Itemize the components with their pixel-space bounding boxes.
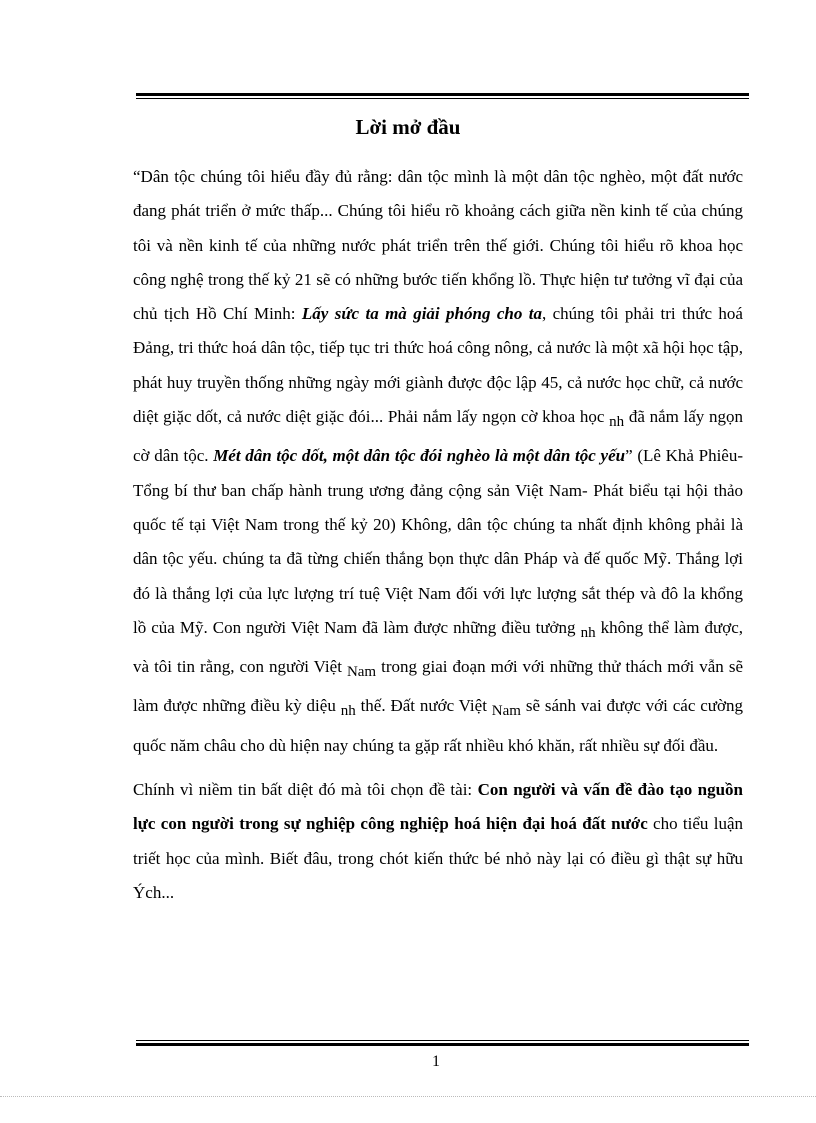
paragraph-text: “Dân tộc chúng tôi hiểu đầy đủ rằng: dân tộc mình là một dân tộc nghèo, một đất nước đang phát triển ở mức thấp... Chúng tôi hiểu rõ khoảng cách giữa nền kinh tế của chúng tôi và nền kinh tế của những nước phát triển trên thế giới. Chúng tôi hiểu rõ khoa học công nghệ trong thế kỷ 21 sẽ có những bước tiến khổng lồ. Thực hiện tư tưởng vĩ đại của chủ tịch Hồ Chí Minh: (133, 167, 743, 324)
paragraph-text: sẽ sánh vai được với các cường quốc năm châu cho dù hiện nay chúng ta gặp rất nhiều khó khăn, rất nhiều sự đối đầu. (133, 696, 743, 755)
footer-rule (136, 1040, 749, 1046)
topic-title: Con người và vấn đề đào tạo nguồn lực con người trong sự nghiệp công nghiệp hoá hiện đại hoá đất nước (133, 780, 743, 834)
subscript-fragment: nh (580, 624, 596, 641)
subscript-fragment: nh (340, 703, 356, 720)
subscript-fragment: Nam (491, 703, 521, 720)
paragraph-text: trong giai đoạn mới với những thử thách mới vẫn sẽ làm được những điều kỳ diệu (133, 657, 743, 716)
quote-emphasis: Lấy sức ta mà giải phóng cho ta (301, 304, 542, 324)
paragraph-intro (133, 160, 743, 763)
paragraph-text: cho tiểu luận triết học của mình. Biết đâu, trong chót kiến thức bé nhỏ này lại có điều gì thật sự hữu Ých... (133, 814, 743, 902)
document-body (133, 160, 743, 910)
paragraph-text: ” (Lê Khả Phiêu- Tổng bí thư ban chấp hành trung ương đảng cộng sản Việt Nam- Phát biểu tại hội thảo quốc tế tại Việt Nam trong thế kỷ 20) Không, dân tộc chúng ta nhất định không phải là dân tộc yếu. chúng ta đã từng chiến thắng bọn thực dân Pháp và đế quốc Mỹ. Thắng lợi đó là thắng lợi của lực lượng trí tuệ Việt Nam đối với lực lượng sắt thép và đô la khổng lồ của Mỹ. Con người Việt Nam đã làm được những điều tưởng (133, 446, 744, 637)
subscript-fragment: nh (609, 414, 625, 431)
paragraph-topic (133, 773, 743, 910)
page-boundary-dotted-line (0, 1096, 816, 1097)
paragraph-text: Chính vì niềm tin bất diệt đó mà tôi chọn đề tài: (133, 780, 478, 800)
page-title: Lời mở đầu (355, 115, 461, 139)
paragraph-text: , chúng tôi phải tri thức hoá Đảng, tri thức hoá dân tộc, tiếp tục tri thức hoá công nông, cả nước là một xã hội học tập, phát huy truyền thống những ngày mới giành được độc lập 45, cả nước học chữ, cả nước diệt giặc dốt, cả nước diệt giặc đói... Phải nắm lấy ngọn cờ khoa học (133, 304, 743, 427)
page-number: 1 (432, 1053, 440, 1070)
header-rule (136, 93, 749, 99)
paragraph-text: đã nắm lấy ngọn cờ dân tộc. (133, 407, 743, 466)
paragraph-text: không thể làm được, và tôi tin rằng, con người Việt (133, 617, 743, 677)
paragraph-text: thế. Đất nước Việt (355, 696, 492, 716)
subscript-fragment: Nam (346, 664, 377, 681)
quote-emphasis: Mét dân tộc dốt, một dân tộc đói nghèo là một dân tộc yếu (213, 446, 626, 466)
